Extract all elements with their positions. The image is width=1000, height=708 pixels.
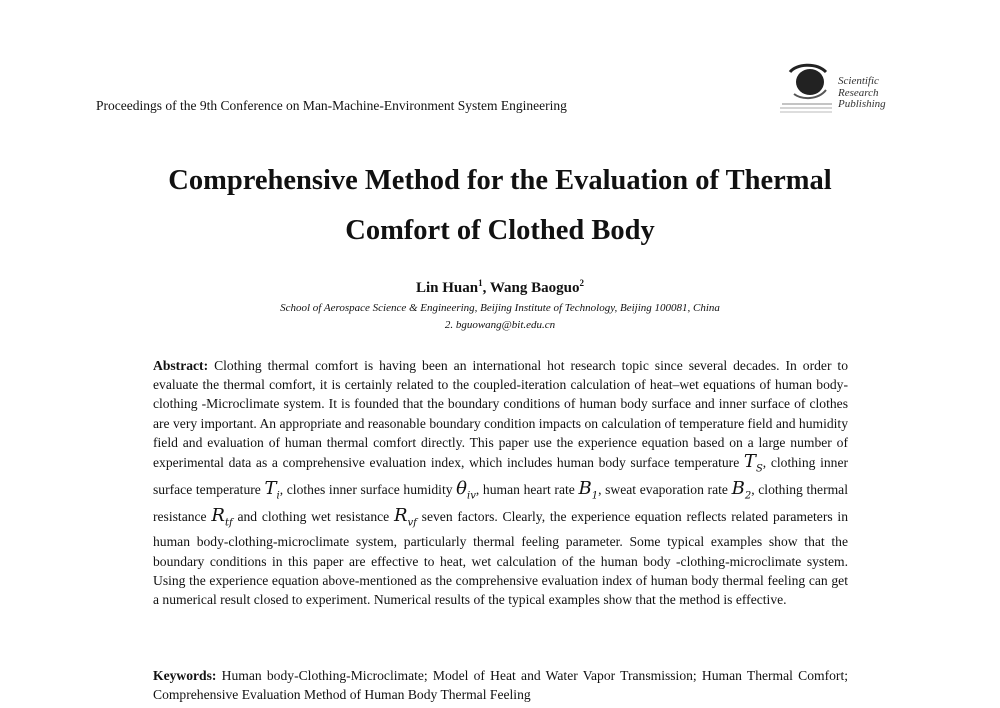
author-1: Lin Huan xyxy=(416,280,479,296)
var-b1: $B_1$ xyxy=(578,477,599,502)
keywords-label: Keywords: xyxy=(153,668,217,683)
authors: Lin Huan$^1$, Wang Baoguo$^2$ xyxy=(416,278,584,296)
affiliation: School of Aerospace Science & Engineering, Beijing Institute of Technology, Beijing 100081, China xyxy=(280,302,720,314)
var-b2: $B_2$ xyxy=(731,477,752,502)
var-ts: $T_S$ xyxy=(743,451,763,475)
var-rvf: $R_{vf}$ xyxy=(393,504,417,529)
email: 2. bguowang@bit.edu.cn xyxy=(444,319,556,331)
abstract: Abstract: Clothing thermal comfort is having been an international hot research topic since several decades. In order to evaluate the thermal comfort, it is certainly related to the coupled-iteration calculation of heat–wet equations of human body-clothing -Microclimate system. It is founded that the boundary conditions of human body surface and inner surface of clothes are very important. An appropriate and reasonable boundary condition impacts on calculation of temperature field and humidity field and evaluation of human thermal comfort directly. This paper use the experience equation based on a large number of experimental data as a comprehensive evaluation index, which includes human body surface temperature $T_S$, clothing inner surface temperature $T_i$, clothes inner surface humidity $\theta_{iv}$, human heart rate $B_1$, sweat evaporation rate $B_2$, clothing thermal resistance $R_{tf}$ and clothing wet resistance $R_{vf}$ seven factors. Clearly, the experience equation reflects related parameters in human body-clothing-microclimate system, particularly thermal feeling parameter. Some typical examples show that the boundary conditions in this paper are effective to heat, wet calculation of the human body -clothing-microclimate system. Using the experience equation above-mentioned as the comprehensive evaluation index of human body thermal feeling can get a numerical result closed to experiment. Numerical results of the typical examples show that the method is effective. xyxy=(153,358,848,608)
paper-title-line1: Comprehensive Method for the Evaluation of Thermal xyxy=(168,165,832,196)
var-ti: $T_i$ xyxy=(264,477,280,502)
keywords: Keywords: Human body-Clothing-Microclimate; Model of Heat and Water Vapor Transmission; Human Thermal Comfort; Comprehensive Evaluation Method of Human Body Thermal Feeling xyxy=(153,668,848,702)
var-theta: $\theta_{iv}$ xyxy=(456,477,476,502)
paper-title-line2: Comfort of Clothed Body xyxy=(345,215,655,246)
publisher-name: Scientific Research Publishing xyxy=(838,75,886,110)
proceedings-header: Proceedings of the 9th Conference on Man-Machine-Environment System Engineering xyxy=(96,98,567,113)
abstract-label: Abstract: xyxy=(153,358,209,373)
globe-icon xyxy=(780,65,832,112)
var-rtf: $R_{tf}$ xyxy=(211,504,233,529)
author-2: Wang Baoguo xyxy=(489,280,580,296)
